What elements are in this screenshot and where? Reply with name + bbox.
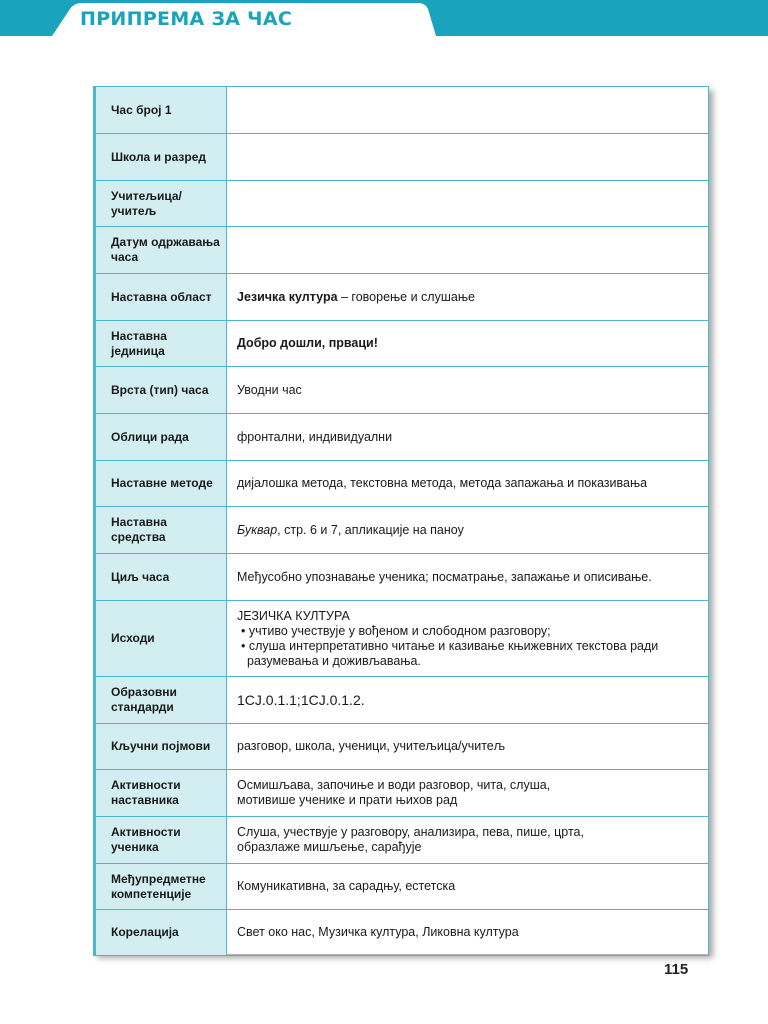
table-row: [95, 770, 709, 817]
row-value: [227, 601, 709, 677]
table-row: [95, 910, 709, 956]
row-value: [227, 770, 709, 817]
row-value: разговор, школа, ученици, учитељица/учитељ: [227, 724, 709, 770]
row-value: 1CJ.0.1.1;1CJ.0.1.2.: [227, 677, 709, 724]
value-italic: Буквар: [237, 522, 278, 537]
row-value: Међусобно упознавање ученика; посматрање, запажање и описивање.: [227, 554, 709, 601]
outcomes-heading: ЈЕЗИЧКА КУЛТУРА: [237, 608, 350, 623]
table-row: [95, 677, 709, 724]
row-label: Међупредметне компетенције: [95, 864, 227, 910]
row-value: [227, 817, 709, 864]
row-value: Уводни час: [227, 367, 709, 414]
row-value: [227, 507, 709, 554]
row-label: Активности ученика: [95, 817, 227, 864]
table-row: [95, 274, 709, 321]
row-value: [227, 321, 709, 367]
row-value: фронтални, индивидуални: [227, 414, 709, 461]
row-label: Циљ часа: [95, 554, 227, 601]
lesson-plan-table: [93, 86, 709, 954]
row-label: Кључни појмови: [95, 724, 227, 770]
value-line: Осмишљава, започиње и води разговор, чита, слуша,: [237, 778, 551, 792]
table-row: [95, 227, 709, 274]
row-label: Активности наставника: [95, 770, 227, 817]
row-value: [227, 134, 709, 181]
table-row: [95, 864, 709, 910]
row-label: Час број 1: [95, 87, 227, 134]
value-line: мотивише ученике и прати њихов рад: [237, 793, 458, 807]
table-row: [95, 367, 709, 414]
table-row: [95, 507, 709, 554]
table-row: [95, 724, 709, 770]
row-label: Облици рада: [95, 414, 227, 461]
value-rest: – говорење и слушање: [337, 289, 475, 304]
row-label: Исходи: [95, 601, 227, 677]
outcomes-list: [237, 624, 698, 669]
table-row: [95, 181, 709, 227]
row-label: Образовни стандарди: [95, 677, 227, 724]
table-row: [95, 461, 709, 507]
row-label: Датум одржавања часа: [95, 227, 227, 274]
page-title: ПРИПРЕМА ЗА ЧАС: [80, 8, 293, 30]
row-label: Наставна област: [95, 274, 227, 321]
value-line: Слуша, учествује у разговору, анализира, пева, пише, црта,: [237, 825, 584, 839]
table-row: [95, 321, 709, 367]
list-item: • слуша интерпретативно читање и казивање књижевних текстова ради разумевања и доживљавања.: [241, 638, 659, 668]
row-value: [227, 181, 709, 227]
row-value: дијалошка метода, текстовна метода, метода запажања и показивања: [227, 461, 709, 507]
value-bold: Језичка култура: [237, 289, 338, 304]
row-label: Корелација: [95, 910, 227, 956]
table-row: [95, 134, 709, 181]
value-bold: Добро дошли, прваци!: [237, 336, 378, 350]
row-value: Комуникативна, за сарадњу, естетска: [227, 864, 709, 910]
row-label: Наставне методе: [95, 461, 227, 507]
table-row: [95, 554, 709, 601]
table-row: [95, 414, 709, 461]
row-label: Школа и разред: [95, 134, 227, 181]
row-value: [227, 87, 709, 134]
row-value: [227, 227, 709, 274]
value-rest: , стр. 6 и 7, апликације на паноу: [277, 522, 464, 537]
row-label: Врста (тип) часа: [95, 367, 227, 414]
row-label: Наставна јединица: [95, 321, 227, 367]
table-row: [95, 817, 709, 864]
page-number: 115: [664, 961, 689, 978]
row-value: [227, 274, 709, 321]
table-row: [95, 87, 709, 134]
value-line: образлаже мишљење, сарађује: [237, 840, 422, 854]
row-value: Свет око нас, Музичка култура, Ликовна култура: [227, 910, 709, 956]
row-label: Учитељица/ учитељ: [95, 181, 227, 227]
row-label: Наставна средства: [95, 507, 227, 554]
table-row: [95, 601, 709, 677]
list-item: • учтиво учествује у вођеном и слободном разговору;: [241, 623, 551, 638]
